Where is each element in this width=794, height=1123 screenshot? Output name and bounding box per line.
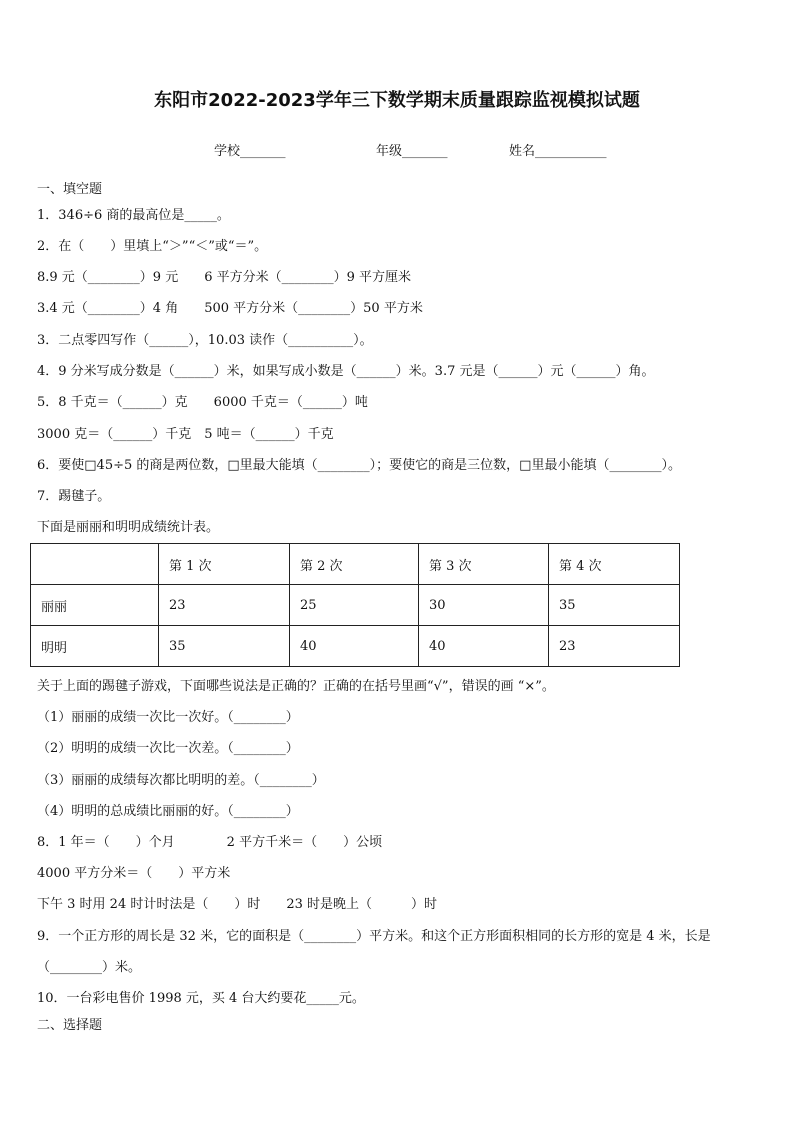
table-cell: 40: [419, 626, 549, 667]
table-header-cell: 第 1 次: [159, 544, 290, 585]
table-row: [31, 585, 680, 626]
question-5-row-b: 3000 克＝（______）千克 5 吨＝（______）千克: [37, 427, 334, 442]
table-header-cell: 第 2 次: [290, 544, 419, 585]
score-table: [30, 543, 680, 667]
question-10: 10．一台彩电售价 1998 元，买 4 台大约要花_____元。: [37, 991, 365, 1006]
table-header-row: [31, 544, 680, 585]
question-9-line-1: 9．一个正方形的周长是 32 米，它的面积是（________）平方米。和这个正方形面积相同的长方形的宽是 4 米，长是: [37, 929, 711, 944]
question-8-row-c: 下午 3 时用 24 时计时法是（ ）时 23 时是晚上（ ）时: [37, 897, 438, 912]
question-8-row-b: 4000 平方分米＝（ ）平方米: [37, 866, 231, 881]
table-cell: 35: [549, 585, 680, 626]
question-7-prompt: 关于上面的踢毽子游戏，下面哪些说法是正确的？正确的在括号里画“√”，错误的画 “×”。: [37, 679, 555, 694]
question-2: 2．在（ ）里填上“＞”“＜”或“＝”。: [37, 239, 268, 254]
question-7: 7．踢毽子。: [37, 489, 111, 504]
question-2-row-b: 3.4 元（________）4 角 500 平方分米（________）50 平方米: [37, 301, 423, 316]
table-row-label: 丽丽: [31, 585, 159, 626]
name-field: 姓名___________: [509, 144, 607, 159]
question-7-item-2: （2）明明的成绩一次比一次差。（________）: [37, 741, 299, 756]
table-cell: 25: [290, 585, 419, 626]
question-7-item-3: （3）丽丽的成绩每次都比明明的差。（________）: [37, 773, 325, 788]
table-row-label: 明明: [31, 626, 159, 667]
question-3: 3．二点零四写作（______），10.03 读作（__________）。: [37, 333, 373, 348]
table-cell: 30: [419, 585, 549, 626]
table-header-cell: 第 3 次: [419, 544, 549, 585]
question-8-row-a: 8．1 年＝（ ）个月 2 平方千米＝（ ）公顷: [37, 835, 383, 850]
table-header-cell: 第 4 次: [549, 544, 680, 585]
grade-field: 年级_______: [376, 144, 448, 159]
table-cell: 35: [159, 626, 290, 667]
school-field: 学校_______: [214, 144, 286, 159]
table-cell: 40: [290, 626, 419, 667]
table-cell: [31, 544, 159, 585]
table-cell: 23: [549, 626, 680, 667]
question-4: 4．9 分米写成分数是（______）米，如果写成小数是（______）米。3.7 元是（______）元（______）角。: [37, 364, 655, 379]
question-7-intro: 下面是丽丽和明明成绩统计表。: [37, 520, 220, 535]
question-7-item-1: （1）丽丽的成绩一次比一次好。（________）: [37, 710, 299, 725]
question-9-line-2: （________）米。: [37, 960, 142, 975]
question-2-row-a: 8.9 元（________）9 元 6 平方分米（________）9 平方厘米: [37, 270, 412, 285]
question-7-item-4: （4）明明的总成绩比丽丽的好。（________）: [37, 804, 299, 819]
question-6: 6．要使□45÷5 的商是两位数，□里最大能填（________）；要使它的商是三位数，□里最小能填（________）。: [37, 458, 681, 473]
section-heading-fill-blank: 一、填空题: [37, 182, 103, 197]
question-1: 1．346÷6 商的最高位是_____。: [37, 208, 230, 223]
section-heading-choice: 二、选择题: [37, 1018, 103, 1033]
question-5-row-a: 5．8 千克＝（______）克 6000 千克＝（______）吨: [37, 395, 368, 410]
table-row: [31, 626, 680, 667]
page-title: 东阳市2022-2023学年三下数学期末质量跟踪监视模拟试题: [154, 90, 640, 111]
table-cell: 23: [159, 585, 290, 626]
